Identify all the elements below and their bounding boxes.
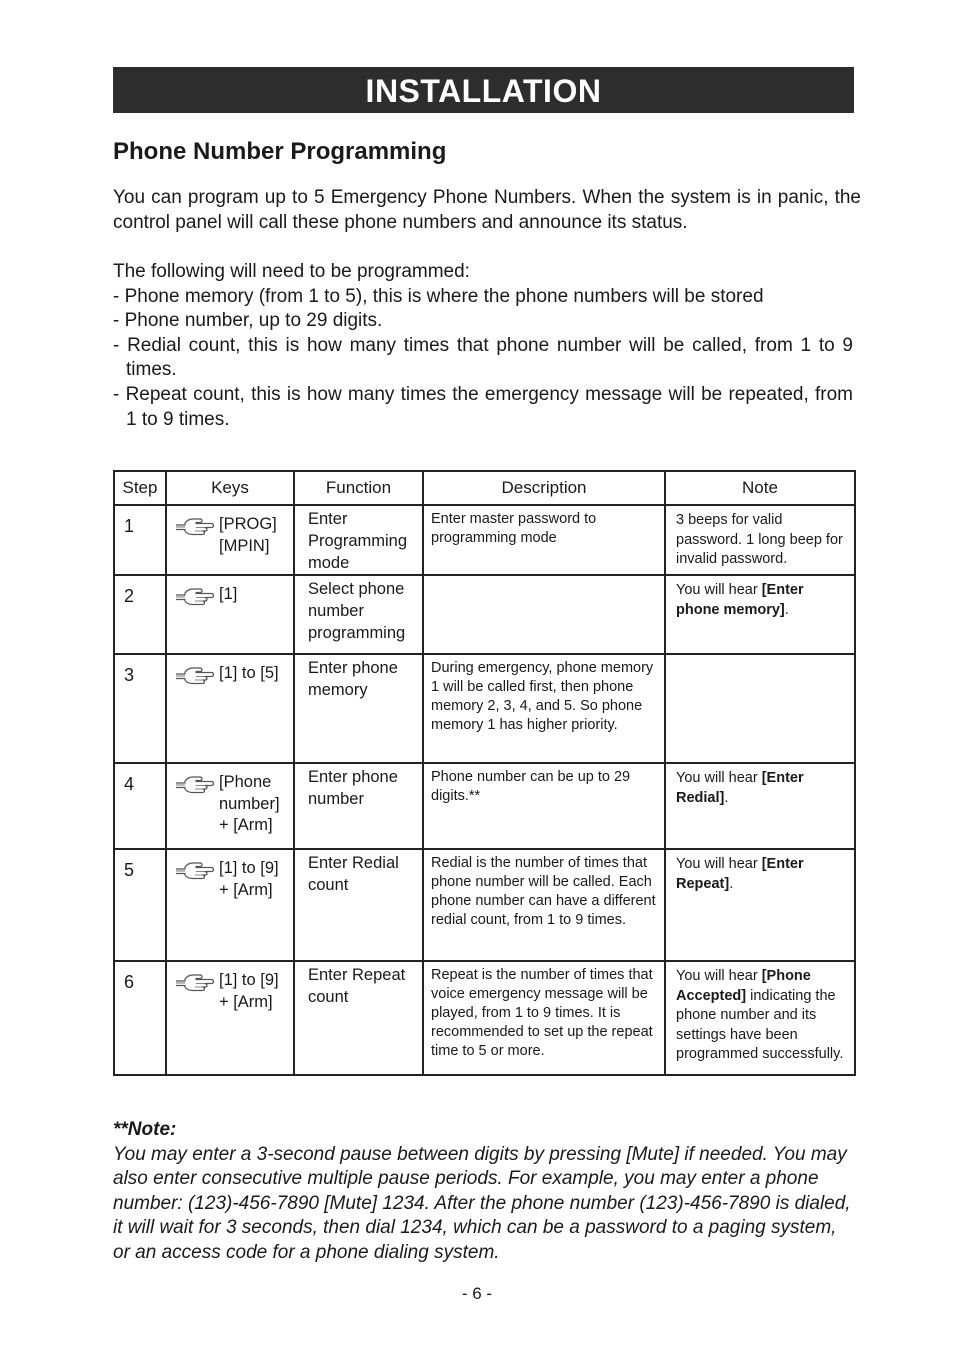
description-cell [423,763,665,849]
keys-group [167,764,293,837]
step-number: 4 [124,774,135,794]
description-cell [423,654,665,763]
note-plain-before: You will hear [676,968,762,984]
note-text [666,576,854,620]
table-row [114,763,855,849]
note-text [666,764,854,808]
keys-cell [166,654,294,763]
header-keys: Keys [166,471,294,505]
function-cell [294,575,423,654]
function-text: Enter phone number [308,768,398,808]
keys-cell [166,849,294,961]
intro-paragraph [113,186,861,235]
note-cell [665,654,855,763]
note-plain-after: indicating the phone number and its settings have been programmed successfully. [676,987,844,1062]
note-text [666,506,854,570]
note-plain-after: . [724,789,729,806]
keys-text [219,772,280,837]
page-title: Phone Number Programming [113,138,447,165]
note-text [666,850,854,894]
step-number: 3 [124,665,135,685]
note-cell [665,575,855,654]
description-text: Phone number can be up to 29 digits.** [431,769,631,804]
note-cell [665,849,855,961]
pointing-hand-icon [175,774,215,799]
keys-text [219,970,279,1013]
key-label: [1] [219,585,238,603]
requirements-list [113,285,853,433]
step-cell [114,763,166,849]
step-number: 2 [124,586,135,606]
requirement-item: - Repeat count, this is how many times the emergency message will be repeated, from 1 to 9 times. [113,383,853,430]
keys-cell [166,961,294,1075]
description-cell [423,849,665,961]
description-text: Enter master password to programming mode [431,511,597,546]
keys-group [167,850,293,901]
table-row [114,575,855,654]
function-cell [294,763,423,849]
footnote-title: **Note: [113,1119,177,1140]
note-plain-before: 3 beeps for valid password. 1 long beep for invalid password. [676,512,843,567]
keys-cell [166,763,294,849]
description-text: Repeat is the number of times that voice emergency message will be played, from 1 to 9 times. It is recommended to set up the repeat time to 5 or more. [431,967,653,1059]
pointing-hand-icon [175,586,215,611]
function-cell [294,961,423,1075]
note-bold: [Phone Accepted] [676,968,811,1004]
keys-group [167,655,293,690]
description-cell [423,505,665,575]
step-cell [114,654,166,763]
note-bold: [Enter phone memory] [676,582,804,618]
note-cell [665,961,855,1075]
table-row [114,849,855,961]
description-text: Redial is the number of times that phone number will be called. Each phone number can have a different redial count, from 1 to 9 times. [431,855,656,928]
keys-text [219,858,279,901]
keys-group [167,506,293,557]
function-cell [294,505,423,575]
table-row [114,961,855,1075]
step-number: 5 [124,860,135,880]
note-bold: [Enter Redial] [676,770,804,806]
key-label: + [Arm] [219,880,273,899]
intro-text: You can program up to 5 Emergency Phone Numbers. When the system is in panic, the control panel will call these phone numbers and announce its status. [113,187,861,233]
key-label: [PROG] [219,515,277,533]
function-text: Enter Programming mode [308,510,408,572]
footnote-text: You may enter a 3-second pause between digits by pressing [Mute] if needed. You may also enter consecutive multiple pause periods. For example, you may enter a phone number: (123)-456-7890 [Mute] 1234. After the phone number (123)-456-7890 is dialed, it will wait for 3 seconds, then dial 1234, which can be a password to a paging system, or an access code for a phone dialing system. [113,1143,851,1263]
keys-cell [166,505,294,575]
description-cell [423,961,665,1075]
key-label: [1] to [9] [219,859,279,877]
function-text: Select phone number programming [308,580,406,642]
key-label: + [Arm] [219,816,273,834]
function-text: Enter Redial count [308,854,399,894]
step-number: 6 [124,972,135,992]
step-cell [114,505,166,575]
table-row [114,505,855,575]
keys-text [219,663,279,685]
pointing-hand-icon [175,972,215,997]
requirements-lead: The following will need to be programmed: [113,261,470,282]
requirement-item: - Redial count, this is how many times that phone number will be called, from 1 to 9 times. [113,334,853,381]
function-cell [294,849,423,961]
note-plain-after: . [784,601,789,618]
description-cell [423,575,665,654]
step-cell [114,575,166,654]
table-row [114,654,855,763]
programming-steps-table [113,470,856,1076]
step-cell [114,849,166,961]
key-label: number] [219,794,280,813]
requirements-block [113,260,853,432]
requirement-item: - Phone memory (from 1 to 5), this is where the phone numbers will be stored [113,285,764,307]
note-text [666,962,854,1065]
description-text: During emergency, phone memory 1 will be called first, then phone memory 2, 3, 4, and 5. So phone memory 1 has higher priority. [431,660,654,733]
note-text [666,655,854,660]
step-cell [114,961,166,1075]
note-plain-before: You will hear [676,582,762,598]
note-cell [665,505,855,575]
keys-group [167,576,293,611]
note-plain-before: You will hear [676,770,762,786]
description-text [424,576,664,580]
pointing-hand-icon [175,516,215,541]
function-cell [294,654,423,763]
key-label: [1] to [5] [219,664,279,682]
key-label: [1] to [9] [219,971,279,989]
function-text: Enter Repeat count [308,966,406,1006]
keys-cell [166,575,294,654]
requirement-item: - Phone number, up to 29 digits. [113,310,383,332]
table-header-row [114,471,855,505]
header-step: Step [114,471,166,505]
section-banner: INSTALLATION [113,67,854,113]
pointing-hand-icon [175,665,215,690]
note-plain-after: . [729,875,734,892]
footnote [113,1118,853,1266]
page-number: - 6 - [461,1284,493,1303]
keys-text [219,584,237,606]
keys-text [219,514,277,557]
keys-group [167,962,293,1013]
pointing-hand-icon [175,860,215,885]
key-label: [Phone [219,773,272,791]
function-text: Enter phone memory [308,659,398,699]
note-bold: [Enter Repeat] [676,856,804,892]
header-description: Description [423,471,665,505]
header-note: Note [665,471,855,505]
note-plain-before: You will hear [676,856,762,872]
header-function: Function [294,471,423,505]
step-number: 1 [124,516,135,536]
note-cell [665,763,855,849]
key-label: [MPIN] [219,536,270,555]
key-label: + [Arm] [219,992,273,1011]
